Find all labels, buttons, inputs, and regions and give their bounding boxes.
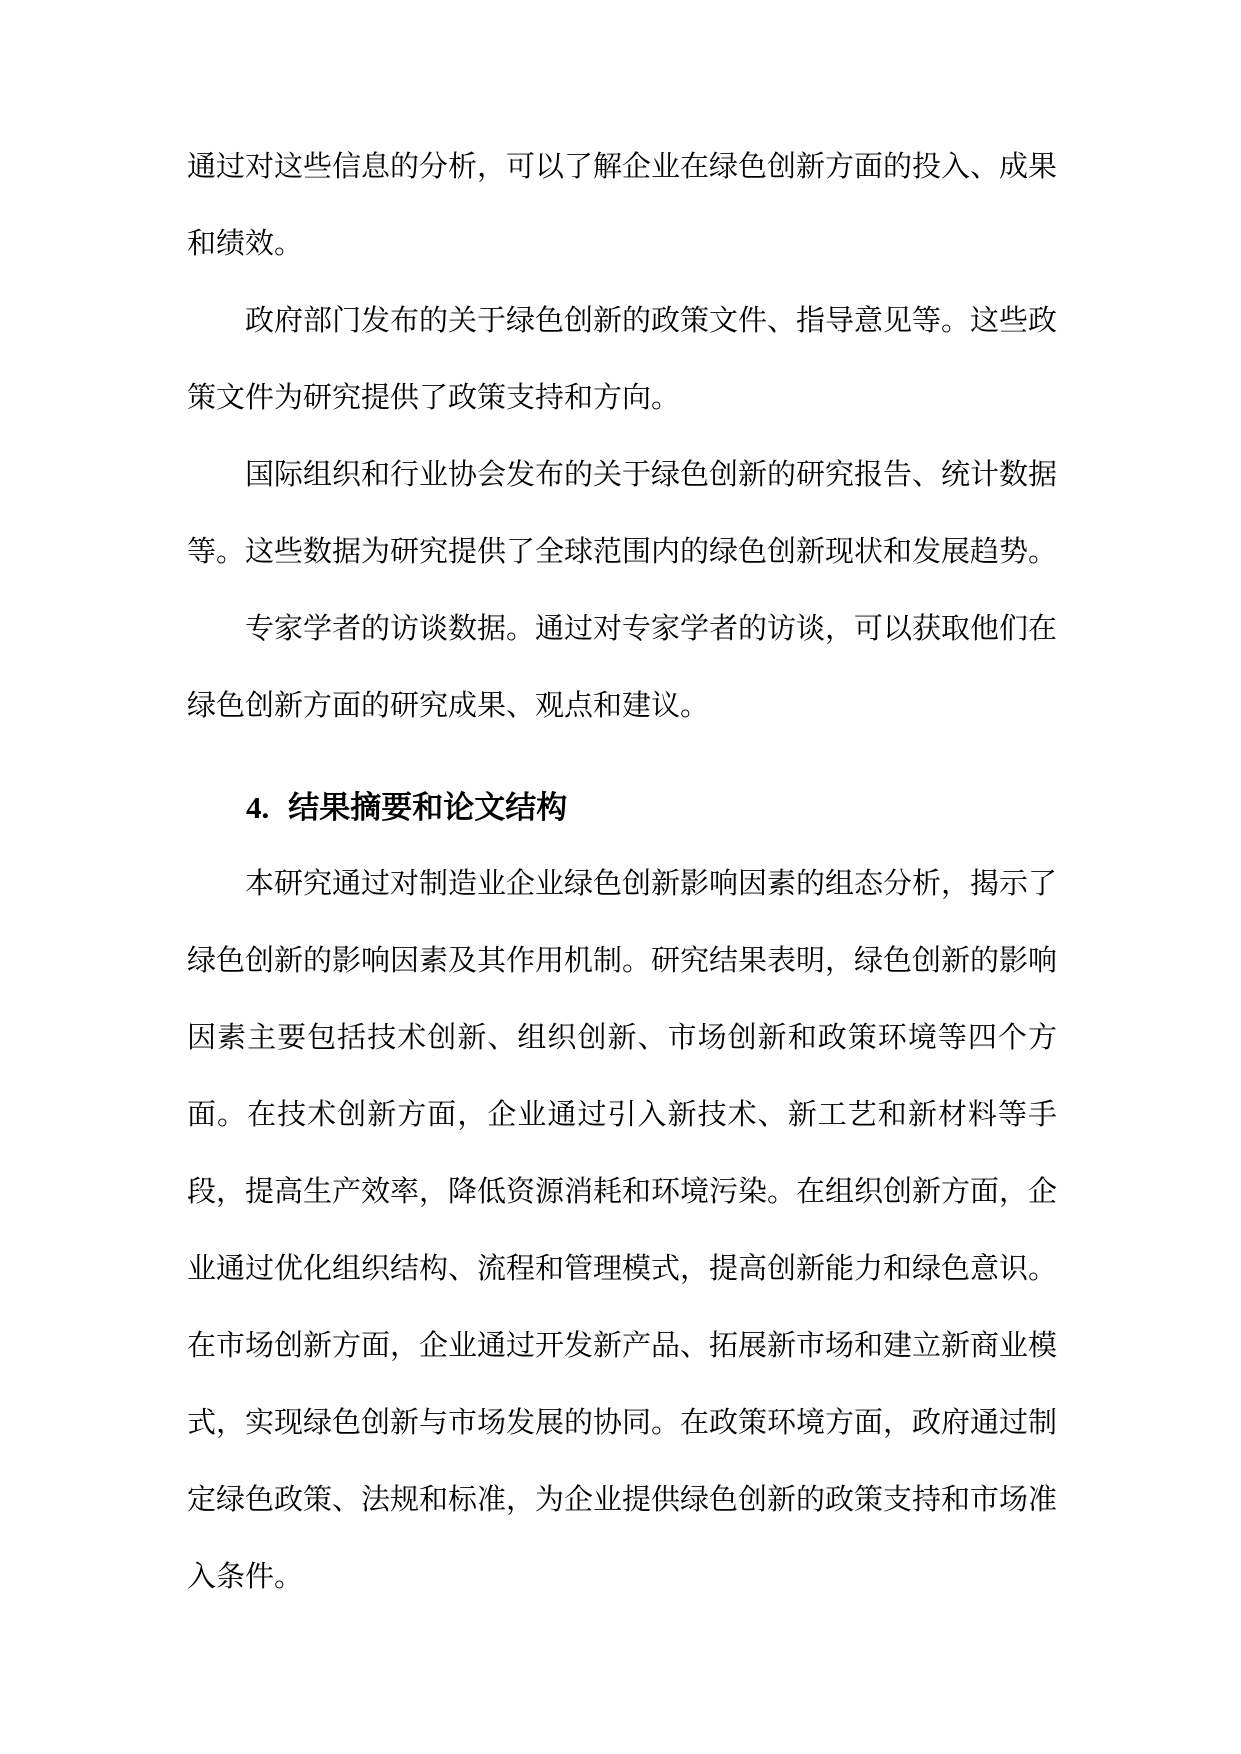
paragraph: 通过对这些信息的分析，可以了解企业在绿色创新方面的投入、成果和绩效。	[187, 151, 1058, 260]
section-heading-text: 结果摘要和论文结构	[288, 790, 568, 825]
section-heading-number: 4.	[246, 790, 270, 825]
paragraph: 国际组织和行业协会发布的关于绿色创新的研究报告、统计数据等。这些数据为研究提供了全球范围内的绿色创新现状和发展趋势。	[187, 459, 1058, 568]
paragraph: 专家学者的访谈数据。通过对专家学者的访谈，可以获取他们在绿色创新方面的研究成果、观点和建议。	[187, 613, 1058, 722]
section-heading	[187, 769, 1057, 846]
paragraph: 政府部门发布的关于绿色创新的政策文件、指导意见等。这些政策文件为研究提供了政策支持和方向。	[187, 305, 1058, 414]
paragraph: 本研究通过对制造业企业绿色创新影响因素的组态分析，揭示了绿色创新的影响因素及其作用机制。研究结果表明，绿色创新的影响因素主要包括技术创新、组织创新、市场创新和政策环境等四个方面。在技术创新方面，企业通过引入新技术、新工艺和新材料等手段，提高生产效率，降低资源消耗和环境污染。在组织创新方面，企业通过优化组织结构、流程和管理模式，提高创新能力和绿色意识。在市场创新方面，企业通过开发新产品、拓展新市场和建立新商业模式，实现绿色创新与市场发展的协同。在政策环境方面，政府通过制定绿色政策、法规和标准，为企业提供绿色创新的政策支持和市场准入条件。	[187, 868, 1058, 1593]
document-content	[187, 129, 1057, 1616]
